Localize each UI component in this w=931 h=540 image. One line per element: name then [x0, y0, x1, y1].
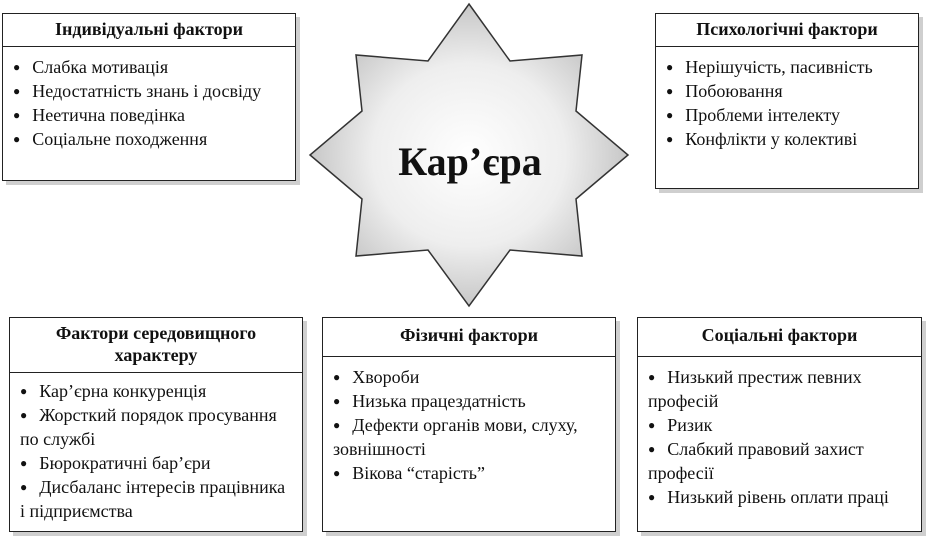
box-title: Індивідуальні фактори [3, 14, 295, 47]
bullet-icon: ● [666, 84, 674, 98]
environmental-factors-box [9, 317, 303, 532]
box-title: Фактори середовищного характеру [10, 318, 302, 373]
factor-list [638, 357, 921, 509]
bullet-icon: ● [333, 370, 341, 384]
bullet-icon: ● [333, 466, 341, 480]
bullet-icon: ● [20, 480, 28, 494]
center-label: Кар’єра [398, 139, 542, 184]
list-item: ● Низький престиж певних професій [648, 367, 862, 411]
bullet-icon: ● [13, 84, 21, 98]
factor-list [323, 357, 615, 485]
list-item: ● Соціальне походження [13, 129, 208, 149]
bullet-icon: ● [333, 394, 341, 408]
bullet-icon: ● [648, 442, 656, 456]
list-item: ● Вікова “старість” [333, 463, 485, 483]
bullet-icon: ● [13, 60, 21, 74]
list-item: ● Низький рівень оплати праці [648, 487, 889, 507]
list-item: ● Побоювання [666, 81, 783, 101]
bullet-icon: ● [13, 132, 21, 146]
box-title: Психологічні фактори [656, 14, 918, 47]
factor-list [656, 47, 918, 151]
individual-factors-box [2, 13, 296, 181]
bullet-icon: ● [648, 418, 656, 432]
list-item: ● Недостатність знань і досвіду [13, 81, 262, 101]
social-factors-box [637, 317, 922, 532]
bullet-icon: ● [333, 418, 341, 432]
list-item: ● Ризик [648, 415, 713, 435]
box-title: Соціальні фактори [638, 318, 921, 357]
list-item: ● Неетична поведінка [13, 105, 185, 125]
list-item: ● Кар’єрна конкуренція [20, 381, 207, 401]
physical-factors-box [322, 317, 616, 532]
list-item: ● Хвороби [333, 367, 420, 387]
bullet-icon: ● [666, 132, 674, 146]
bullet-icon: ● [666, 60, 674, 74]
list-item: ● Нерішучість, пасивність [666, 57, 873, 77]
bullet-icon: ● [20, 456, 28, 470]
list-item: ● Конфлікти у колективі [666, 129, 858, 149]
list-item: ● Низька працездатність [333, 391, 526, 411]
list-item: ● Проблеми інтелекту [666, 105, 841, 125]
list-item: ● Дисбаланс інтересів працівника і підприємства [20, 477, 286, 521]
list-item: ● Дефекти органів мови, слуху, зовнішності [333, 415, 578, 459]
list-item: ● Слабкий правовий захист професії [648, 439, 864, 483]
psychological-factors-box [655, 13, 919, 189]
bullet-icon: ● [13, 108, 21, 122]
list-item: ● Слабка мотивація [13, 57, 169, 77]
list-item: ● Бюрократичні бар’єри [20, 453, 211, 473]
factor-list [10, 373, 302, 523]
bullet-icon: ● [648, 370, 656, 384]
box-title: Фізичні фактори [323, 318, 615, 357]
bullet-icon: ● [20, 408, 28, 422]
bullet-icon: ● [666, 108, 674, 122]
bullet-icon: ● [20, 384, 28, 398]
list-item: ● Жорсткий порядок просування по службі [20, 405, 277, 449]
factor-list [3, 47, 295, 151]
bullet-icon: ● [648, 490, 656, 504]
